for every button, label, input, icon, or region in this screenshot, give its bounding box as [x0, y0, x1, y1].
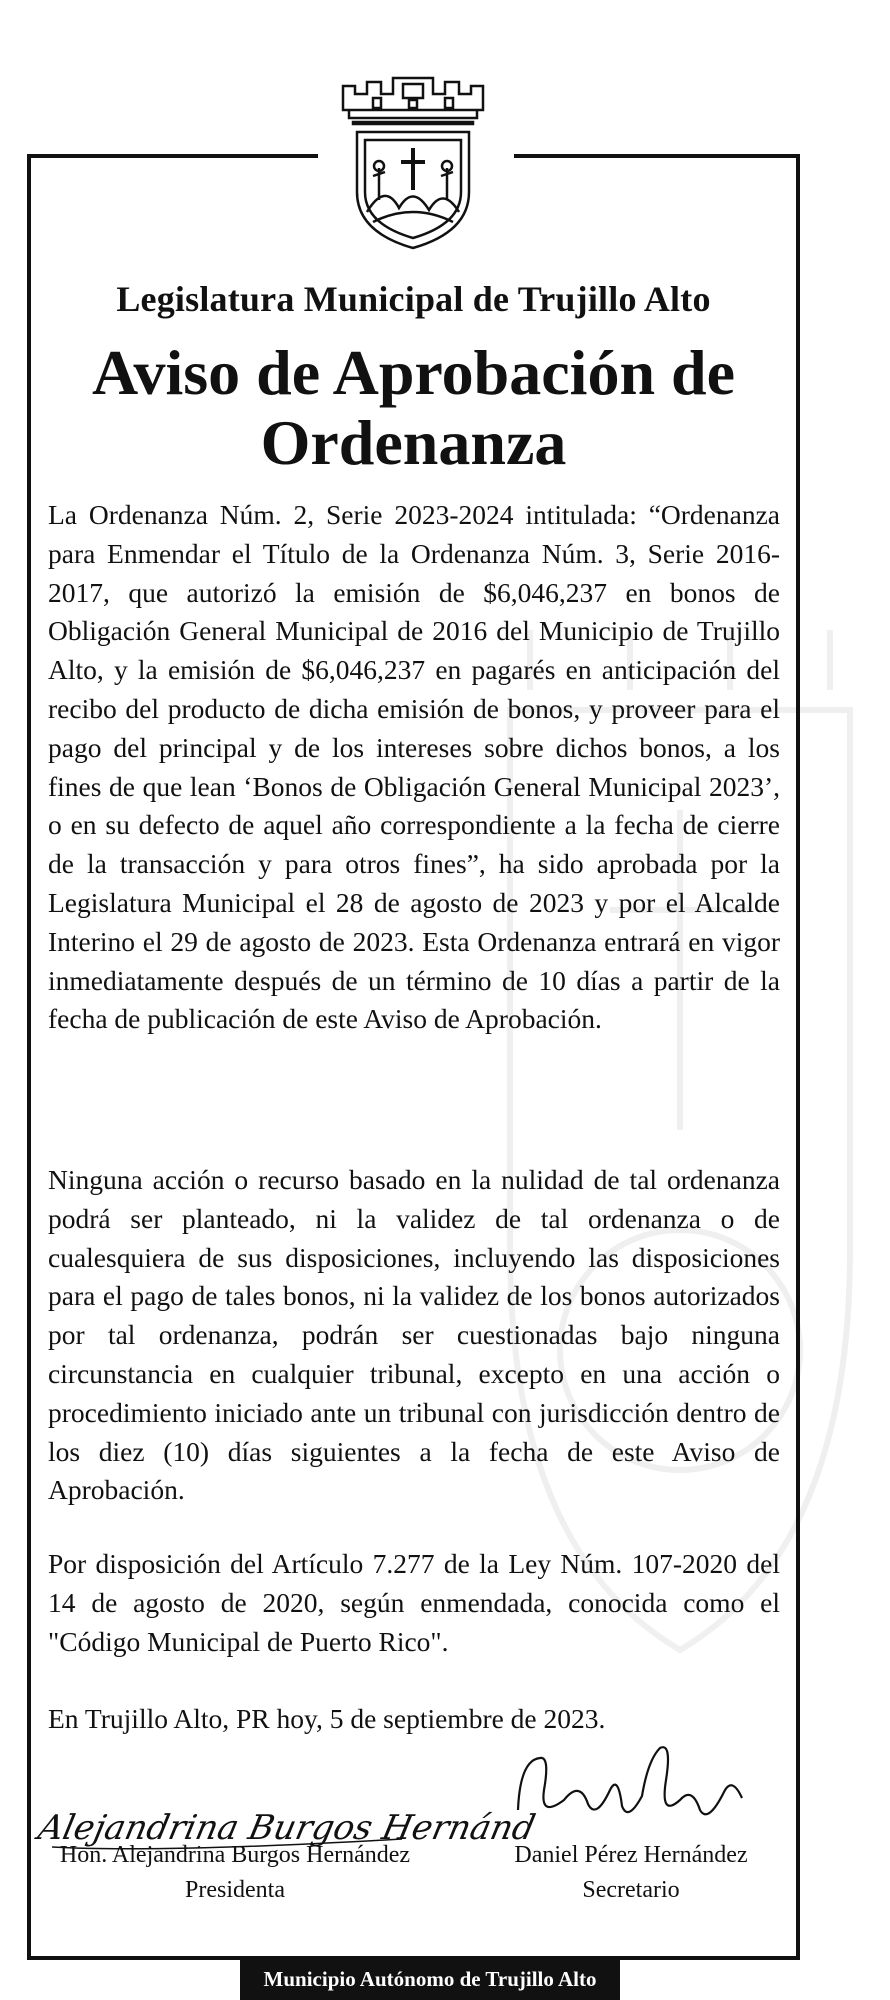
paragraph-legal-basis: Por disposición del Artículo 7.277 de la Ley Núm. 107-2020 del 14 de agosto de 2020, según enmendada, conocida como el "Código Municipal de Puerto Rico". — [48, 1548, 780, 1657]
signer-name-left: Hon. Alejandrina Burgos Hernández — [59, 1842, 411, 1868]
footer-banner: Municipio Autónomo de Trujillo Alto — [240, 1958, 620, 2000]
signer-role-right: Secretario — [582, 1877, 680, 1903]
svg-text:Alejandrina Burgos Hernánd: Alejandrina Burgos Hernánd — [34, 1808, 539, 1848]
signer-role-left: Presidenta — [185, 1877, 285, 1903]
signature-secretario — [510, 1740, 750, 1830]
title-line-1: Aviso de Aprobación de — [91, 337, 736, 408]
page-title — [0, 338, 827, 478]
paragraph-validity: Ninguna acción o recurso basado en la nulidad de tal ordenanza podrá ser planteado, ni la validez de tal ordenanza o de cualesquiera de sus disposiciones, incluyendo las disposiciones para el pago de tales bonos, ni la validez de los bonos autorizados por tal ordenanza, podrán ser cuestionadas bajo ninguna circunstancia en cualquier tribunal, excepto en una acción o procedimiento iniciado ante un tribunal con jurisdicción dentro de los diez (10) días siguientes a la fecha de este Aviso de Aprobación. — [48, 1164, 780, 1506]
paragraph-date-place: En Trujillo Alto, PR hoy, 5 de septiembre de 2023. — [48, 1703, 606, 1734]
organization-heading: Legislatura Municipal de Trujillo Alto — [116, 279, 711, 319]
signer-name-right: Daniel Pérez Hernández — [514, 1842, 748, 1868]
municipal-crest-icon — [333, 72, 493, 252]
paragraph-approval: La Ordenanza Núm. 2, Serie 2023-2024 intitulada: “Ordenanza para Enmendar el Título de la Ordenanza Núm. 3, Serie 2016-2017, que autorizó la emisión de $6,046,237 en bonos de Obligación General Municipal de 2016 del Municipio de Trujillo Alto, y la emisión de $6,046,237 en pagarés en anticipación del recibo del producto de dicha emisión de bonos, y proveer para el pago del principal y de los intereses sobre dichos bonos, a los fines de que lean ‘Bonos de Obligación General Municipal 2023’, o en su defecto de aquel año correspondiente a la fecha de cierre de la transacción y para otros fines”, ha sido aprobada por la Legislatura Municipal el 28 de agosto de 2023 y por el Alcalde Interino el 29 de agosto de 2023. Esta Ordenanza entrará en vigor inmediatamente después de un término de 10 días a partir de la fecha de publicación de este Aviso de Aprobación. — [48, 499, 780, 1035]
title-line-2: Ordenanza — [260, 407, 567, 478]
